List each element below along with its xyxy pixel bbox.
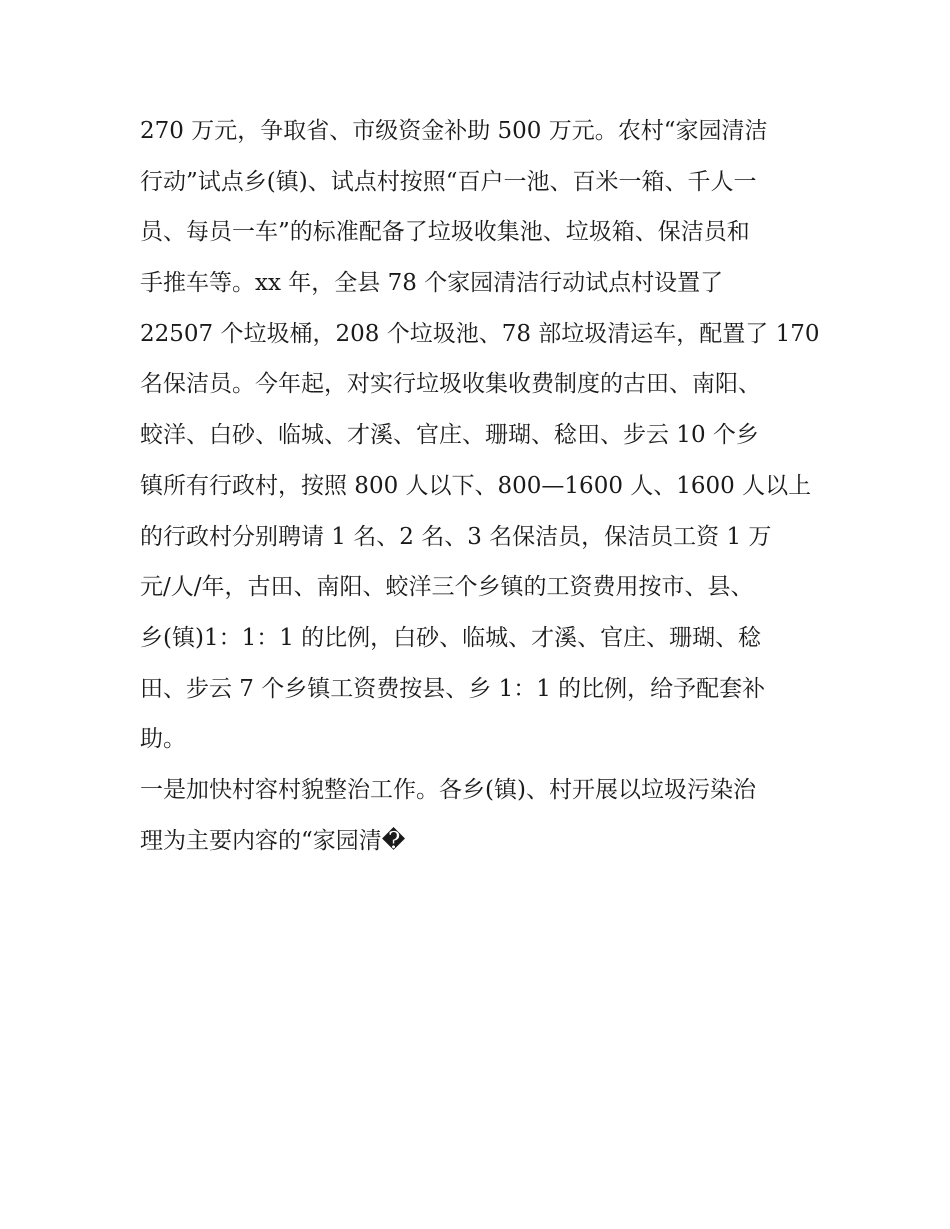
text-line: 田、步云 7 个乡镇工资费按县、乡 1：1 的比例，给予配套补: [140, 675, 766, 702]
paragraph-1: [140, 106, 820, 765]
text-line: 乡(镇)1：1：1 的比例，白砂、临城、才溪、官庄、珊瑚、稔: [140, 624, 762, 651]
text-line: 蛟洋、白砂、临城、才溪、官庄、珊瑚、稔田、步云 10 个乡: [140, 422, 759, 449]
text-line: 元/人/年，古田、南阳、蛟洋三个乡镇的工资费用按市、县、: [140, 574, 754, 601]
text-line: 理为主要内容的“家园清�: [140, 827, 406, 854]
document-body: [140, 106, 820, 866]
text-line: 22507 个垃圾桶，208 个垃圾池、78 部垃圾清运车，配置了 170: [140, 320, 820, 347]
text-line: 镇所有行政村，按照 800 人以下、800—1600 人、1600 人以上: [140, 472, 812, 499]
text-line: 行动”试点乡(镇)、试点村按照“百户一池、百米一箱、千人一: [140, 168, 757, 195]
text-line: 270 万元，争取省、市级资金补助 500 万元。农村“家园清洁: [140, 118, 768, 144]
text-line: 名保洁员。今年起，对实行垃圾收集收费制度的古田、南阳、: [140, 371, 761, 398]
text-line: 的行政村分别聘请 1 名、2 名、3 名保洁员，保洁员工资 1 万: [140, 523, 772, 550]
paragraph-2: [140, 765, 820, 866]
text-line: 手推车等。xx 年，全县 78 个家园清洁行动试点村设置了: [140, 270, 724, 297]
text-line: 助。: [140, 726, 186, 753]
text-line: 一是加快村容村貌整治工作。各乡(镇)、村开展以垃圾污染治: [140, 776, 756, 803]
text-line: 员、每员一车”的标准配备了垃圾收集池、垃圾箱、保洁员和: [140, 219, 750, 246]
